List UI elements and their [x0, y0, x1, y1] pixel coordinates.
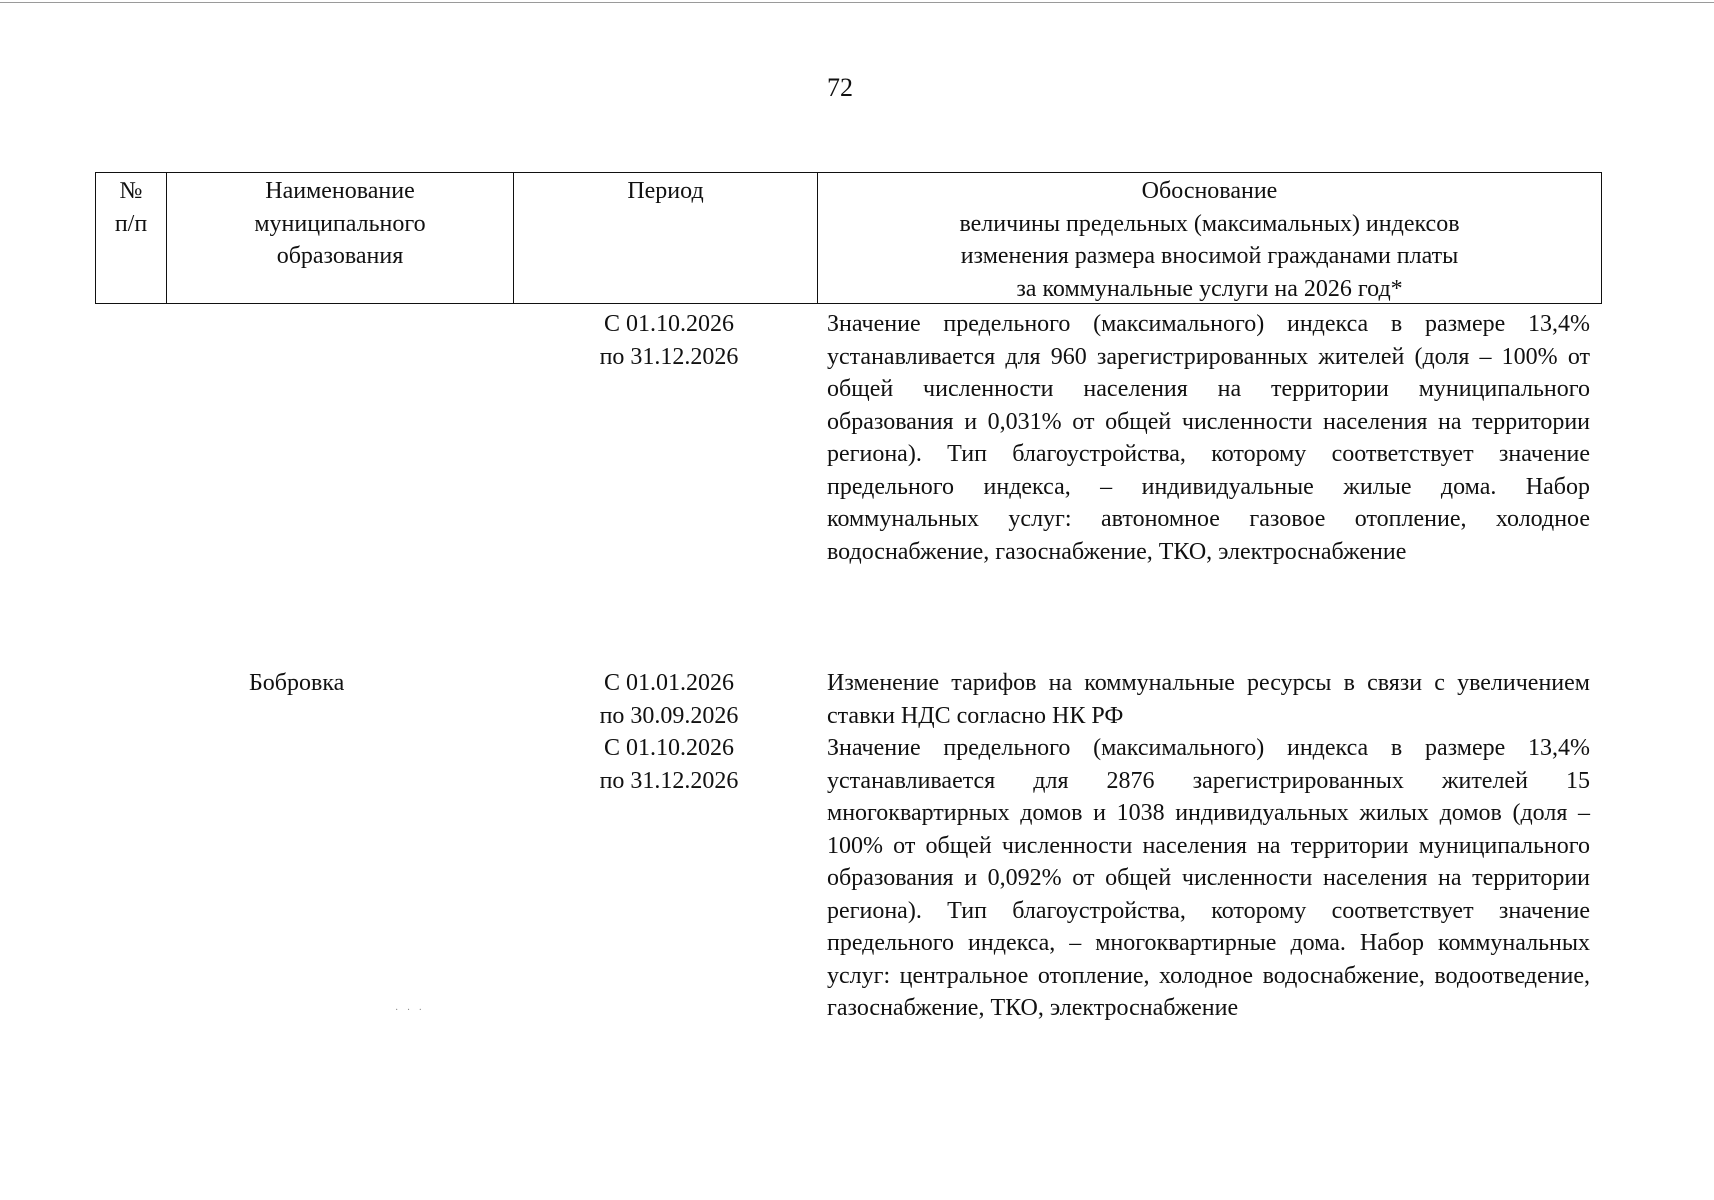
- table-row: [95, 667, 1602, 1025]
- period-line: С 01.01.2026: [603, 670, 734, 696]
- header-municipality: Наименование муниципального образования: [167, 173, 514, 303]
- header-number: № п/п: [96, 173, 167, 303]
- table-header: [95, 172, 1602, 304]
- scan-specks: · · ·: [395, 1005, 425, 1016]
- justification-paragraph: Значение предельного (максимального) индекса в размере 13,4% устанавливается для 2876 зарегистрированных жителей 15 многоквартирных домов и 1038 индивидуальных жилых домов (доля – 100% от общей численности населения на территории муниципального образования и 0,092% от общей численности населения на территории региона). Тип благоустройства, которому соответствует значение предельного индекса, – многоквартирные дома. Набор коммунальных услуг: центральное отопление, холодное водоснабжение, водоотведение, газоснабжение, ТКО, электроснабжение: [827, 735, 1590, 1021]
- justification-paragraph: Изменение тарифов на коммунальные ресурсы в связи с увеличением ставки НДС согласно НК РФ: [827, 670, 1590, 729]
- page-number: 72: [827, 73, 853, 102]
- period-line: по 31.12.2026: [599, 343, 739, 370]
- row-period: [513, 667, 817, 1025]
- header-period: Период: [514, 173, 818, 303]
- period-line: С 01.10.2026: [603, 735, 734, 761]
- row-period: [513, 308, 817, 568]
- row-justification: [817, 667, 1602, 1025]
- period-line: С 01.10.2026: [603, 311, 734, 337]
- row-justification: [817, 308, 1602, 568]
- table-row: [95, 308, 1602, 568]
- row-number: [95, 667, 166, 1025]
- justification-paragraph: Значение предельного (максимального) индекса в размере 13,4% устанавливается для 960 зарегистрированных жителей (доля – 100% от общей численности населения на территории муниципального образования и 0,031% от общей численности населения на территории региона). Тип благоустройства, которому соответствует значение предельного индекса, – индивидуальные жилые дома. Набор коммунальных услуг: автономное газовое отопление, холодное водоснабжение, газоснабжение, ТКО, электроснабжение: [827, 311, 1590, 565]
- row-municipality: [166, 308, 513, 568]
- period-line: по 30.09.2026: [599, 702, 739, 729]
- header-justification: Обоснование величины предельных (максимальных) индексов изменения размера вносимой гражданами платы за коммунальные услуги на 2026 год*: [959, 178, 1460, 302]
- top-border-rule: [0, 2, 1714, 3]
- row-number: [95, 308, 166, 568]
- row-municipality: Бобровка: [249, 670, 345, 696]
- period-line: по 31.12.2026: [599, 767, 739, 794]
